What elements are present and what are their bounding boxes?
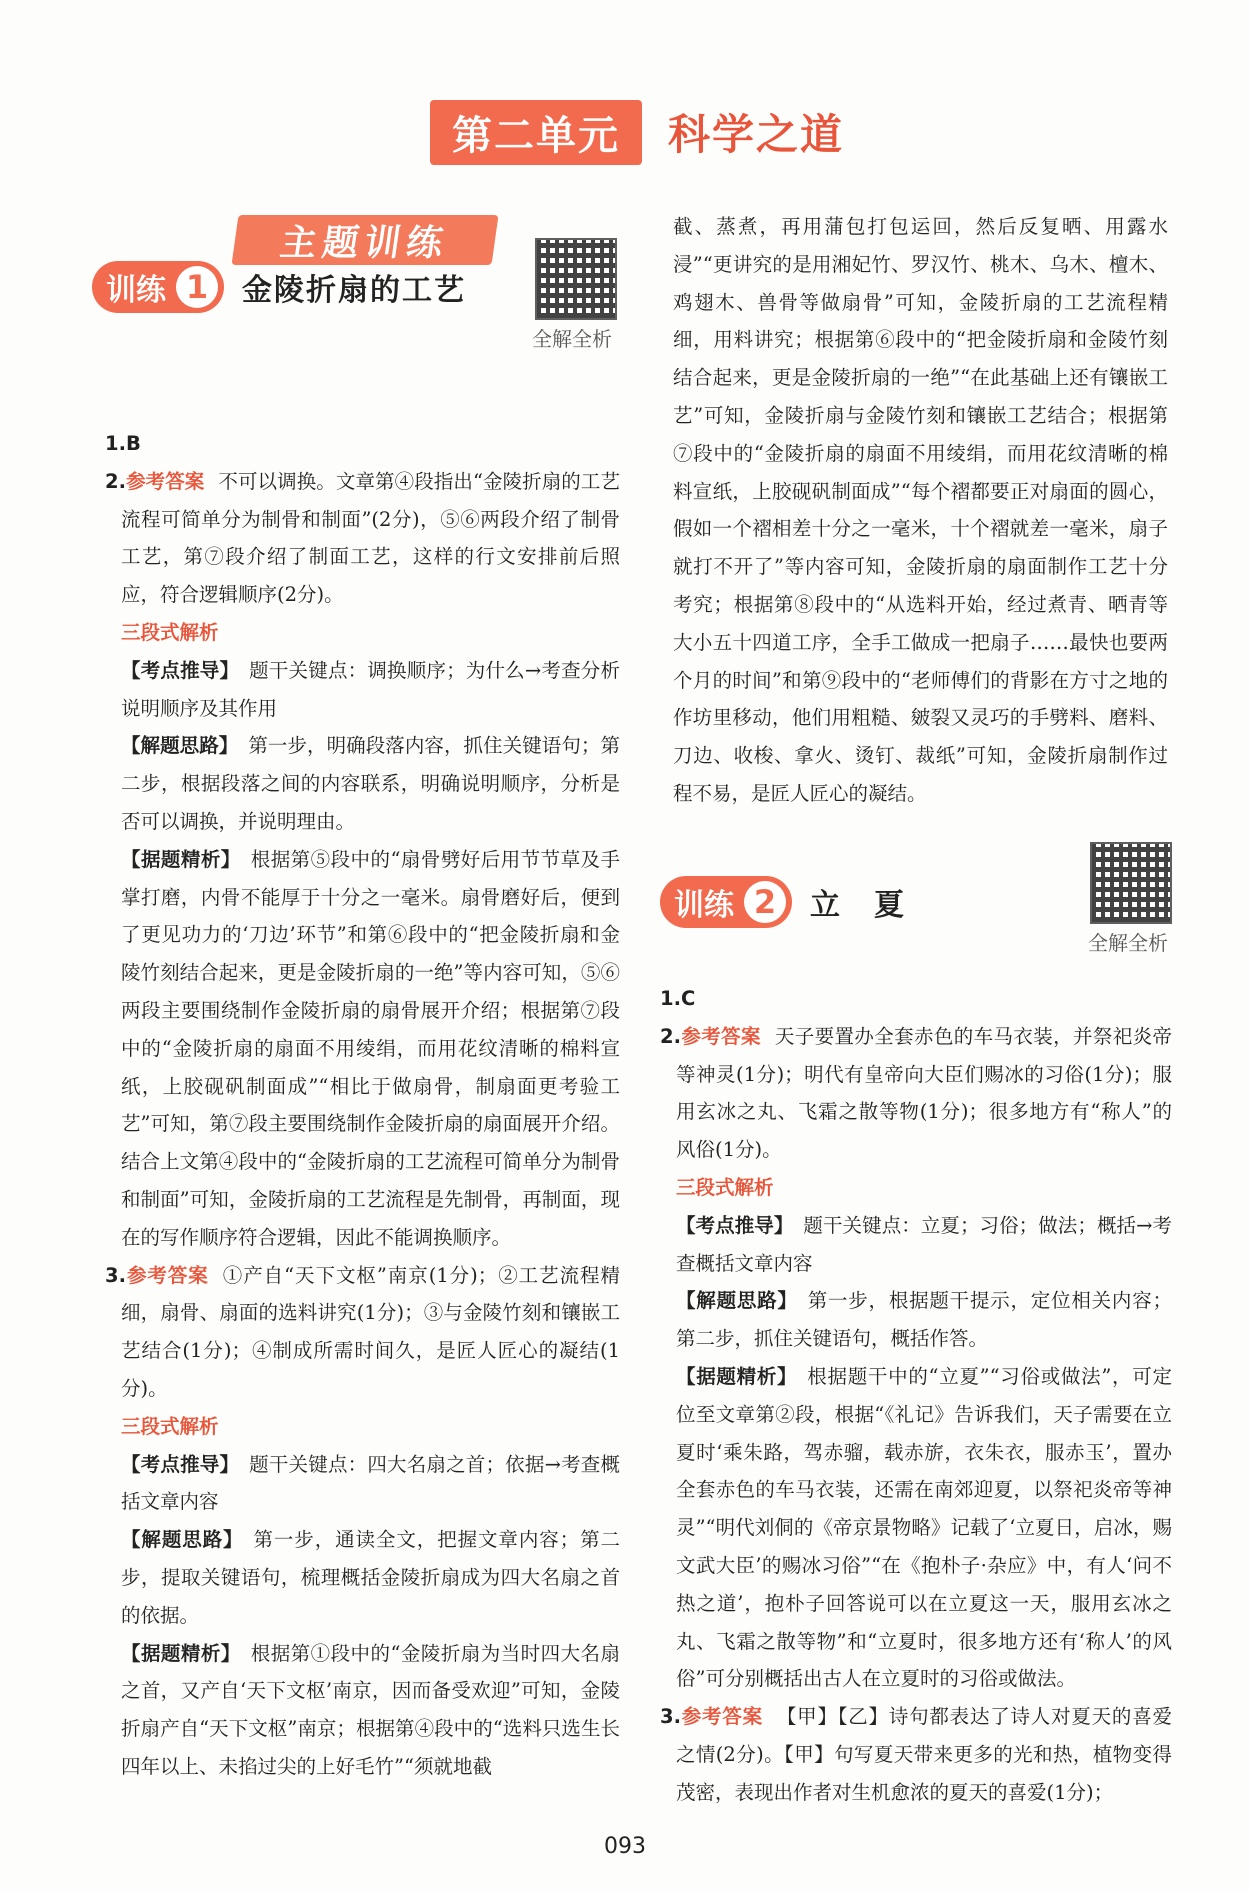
t2-q2-kaodian: 【考点推导】 题干关键点：立夏；习俗；做法；概括→考查概括文章内容 [676, 1213, 1172, 1275]
training-2-title: 立 夏 [810, 888, 906, 923]
t1-q3-silu: 【解题思路】 第一步，通读全文，把握文章内容；第二步，提取关键语句，梳理概括金陵折扇成为四大名扇之首的依据。 [121, 1528, 620, 1627]
qr-label-1: 全解全析 [532, 327, 612, 351]
t1-q1: 1.B [105, 432, 141, 455]
t1-q2-silu: 【解题思路】 第一步，明确段落内容，抓住关键语句；第二步，根据段落之间的内容联系，明确说明顺序，分析是否可以调换，并说明理由。 [121, 734, 620, 833]
training-2-number: 2 [744, 881, 786, 923]
t2-q2-analysis-title: 三段式解析 [676, 1175, 774, 1199]
t1-q3-jingxi: 【据题精析】 根据第①段中的“金陵折扇为当时四大名扇之首，又产自‘天下文枢’南京，因而备受欢迎”可知，金陵折扇产自“天下文枢”南京；根据第④段中的“选料只选生长四年以上、未掐过尖的上好毛竹”“须就地截 [121, 1641, 620, 1778]
training-1-label: 训练 [106, 273, 166, 308]
t2-q3-answer: 3.参考答案 【甲】【乙】诗句都表达了诗人对夏天的喜爱之情(2分)。【甲】句写夏天带来更多的光和热，植物变得茂密，表现出作者对生机愈浓的夏天的喜爱(1分)； [660, 1705, 1172, 1804]
unit-badge: 第二单元 [430, 100, 642, 165]
qr-code-icon[interactable] [535, 238, 617, 320]
t1-q3-analysis-title: 三段式解析 [121, 1414, 219, 1438]
right-column [673, 208, 1168, 813]
t1-q2-kaodian: 【考点推导】 题干关键点：调换顺序；为什么→考查分析说明顺序及其作用 [121, 658, 620, 720]
training-2-pill [660, 876, 792, 928]
training-1-title: 金陵折扇的工艺 [242, 273, 466, 308]
t1-q2-analysis-title: 三段式解析 [121, 620, 219, 644]
t1-q3-jingxi-continued: 截、蒸煮，再用蒲包打包运回，然后反复晒、用露水浸”“更讲究的是用湘妃竹、罗汉竹、桃木、乌木、檀木、鸡翅木、兽骨等做扇骨”可知，金陵折扇的工艺流程精细，用料讲究；根据第⑥段中的“把金陵折扇和金陵竹刻结合起来，更是金陵折扇的一绝”“在此基础上还有镶嵌工艺”可知，金陵折扇与金陵竹刻和镶嵌工艺结合；根据第⑦段中的“金陵折扇的扇面不用绫绢，而用花纹清晰的棉料宣纸，上胶砚矾制面成”“每个褶都要正对扇面的圆心，假如一个褶相差十分之一毫米，十个褶就差一毫米，扇子就打不开了”等内容可知，金陵折扇的扇面制作工艺十分考究；根据第⑧段中的“从选料开始，经过煮青、晒青等大小五十四道工序，全手工做成一把扇子……最快也要两个月的时间”和第⑨段中的“老师傅们的背影在方寸之地的作坊里移动，他们用粗糙、皴裂又灵巧的手劈料、磨料、刀边、收梭、拿火、烫钉、裁纸”可知，金陵折扇制作过程不易，是匠人匠心的凝结。 [673, 215, 1168, 805]
t2-q1: 1.C [660, 987, 696, 1010]
training-1-pill [92, 261, 224, 313]
training-1-header [92, 257, 466, 317]
page-number: 093 [604, 1834, 646, 1859]
unit-name: 科学之道 [668, 110, 845, 159]
qr-code-icon[interactable] [1090, 842, 1172, 924]
training-2-label: 训练 [674, 888, 734, 923]
t1-q2-jingxi: 【据题精析】 根据第⑤段中的“扇骨劈好后用节节草及手掌打磨，内骨不能厚于十分之一毫米。扇骨磨好后，便到了更见功力的‘刀边’环节”和第⑥段中的“把金陵折扇和金陵竹刻结合起来，更是金陵折扇的一绝”等内容可知，⑤⑥两段主要围绕制作金陵折扇的扇骨展开介绍；根据第⑦段中的“金陵折扇的扇面不用绫绢，而用花纹清晰的棉料宣纸，上胶砚矾制面成”“相比于做扇骨，制扇面更考验工艺”可知，第⑦段主要围绕制作金陵折扇的扇面展开介绍。结合上文第④段中的“金陵折扇的工艺流程可简单分为制骨和制面”可知，金陵折扇的工艺流程是先制骨，再制面，现在的写作顺序符合逻辑，因此不能调换顺序。 [121, 847, 620, 1249]
left-column [105, 425, 620, 1786]
t2-q2-answer: 2.参考答案 天子要置办全套赤色的车马衣装，并祭祀炎帝等神灵(1分)；明代有皇帝向大臣们赐冰的习俗(1分)；服用玄冰之丸、飞霜之散等物(1分)；很多地方有“称人”的风俗(1分)。 [660, 1024, 1172, 1162]
t1-q3-kaodian: 【考点推导】 题干关键点：四大名扇之首；依据→考查概括文章内容 [121, 1452, 620, 1514]
t1-q3-answer: 3.参考答案 ①产自“天下文枢”南京(1分)；②工艺流程精细，扇骨、扇面的选料讲究(1分)；③与金陵竹刻和镶嵌工艺结合(1分)；④制成所需时间久，是匠人匠心的凝结(1分)。 [105, 1263, 620, 1400]
unit-header [430, 100, 844, 164]
theme-banner-text: 主题训练 [277, 222, 452, 264]
t1-q2-answer: 2.参考答案 不可以调换。文章第④段指出“金陵折扇的工艺流程可简单分为制骨和制面”(2分)，⑤⑥两段介绍了制骨工艺，第⑦段介绍了制面工艺，这样的行文安排前后照应，符合逻辑顺序(2分)。 [105, 469, 620, 607]
qr-label-2: 全解全析 [1088, 931, 1168, 955]
training-1-number: 1 [176, 266, 218, 308]
t2-q2-silu: 【解题思路】 第一步，根据题干提示，定位相关内容；第二步，抓住关键语句，概括作答。 [676, 1289, 1172, 1351]
t2-q2-jingxi: 【据题精析】 根据题干中的“立夏”“习俗或做法”，可定位至文章第②段，根据“《礼记》告诉我们，天子需要在立夏时‘乘朱路，驾赤骝，载赤旂，衣朱衣，服赤玉’，置办全套赤色的车马衣装，还需在南郊迎夏，以祭祀炎帝等神灵”“明代刘侗的《帝京景物略》记载了‘立夏日，启冰，赐文武大臣’的赐冰习俗”“在《抱朴子·杂应》中，有人‘问不热之道’，抱朴子回答说可以在立夏这一天，服用玄冰之丸、飞霜之散等物”和“立夏时，很多地方还有‘称人’的风俗”可分别概括出古人在立夏时的习俗或做法。 [676, 1364, 1172, 1691]
right-column-lower [660, 980, 1172, 1812]
training-2-header [660, 872, 906, 932]
